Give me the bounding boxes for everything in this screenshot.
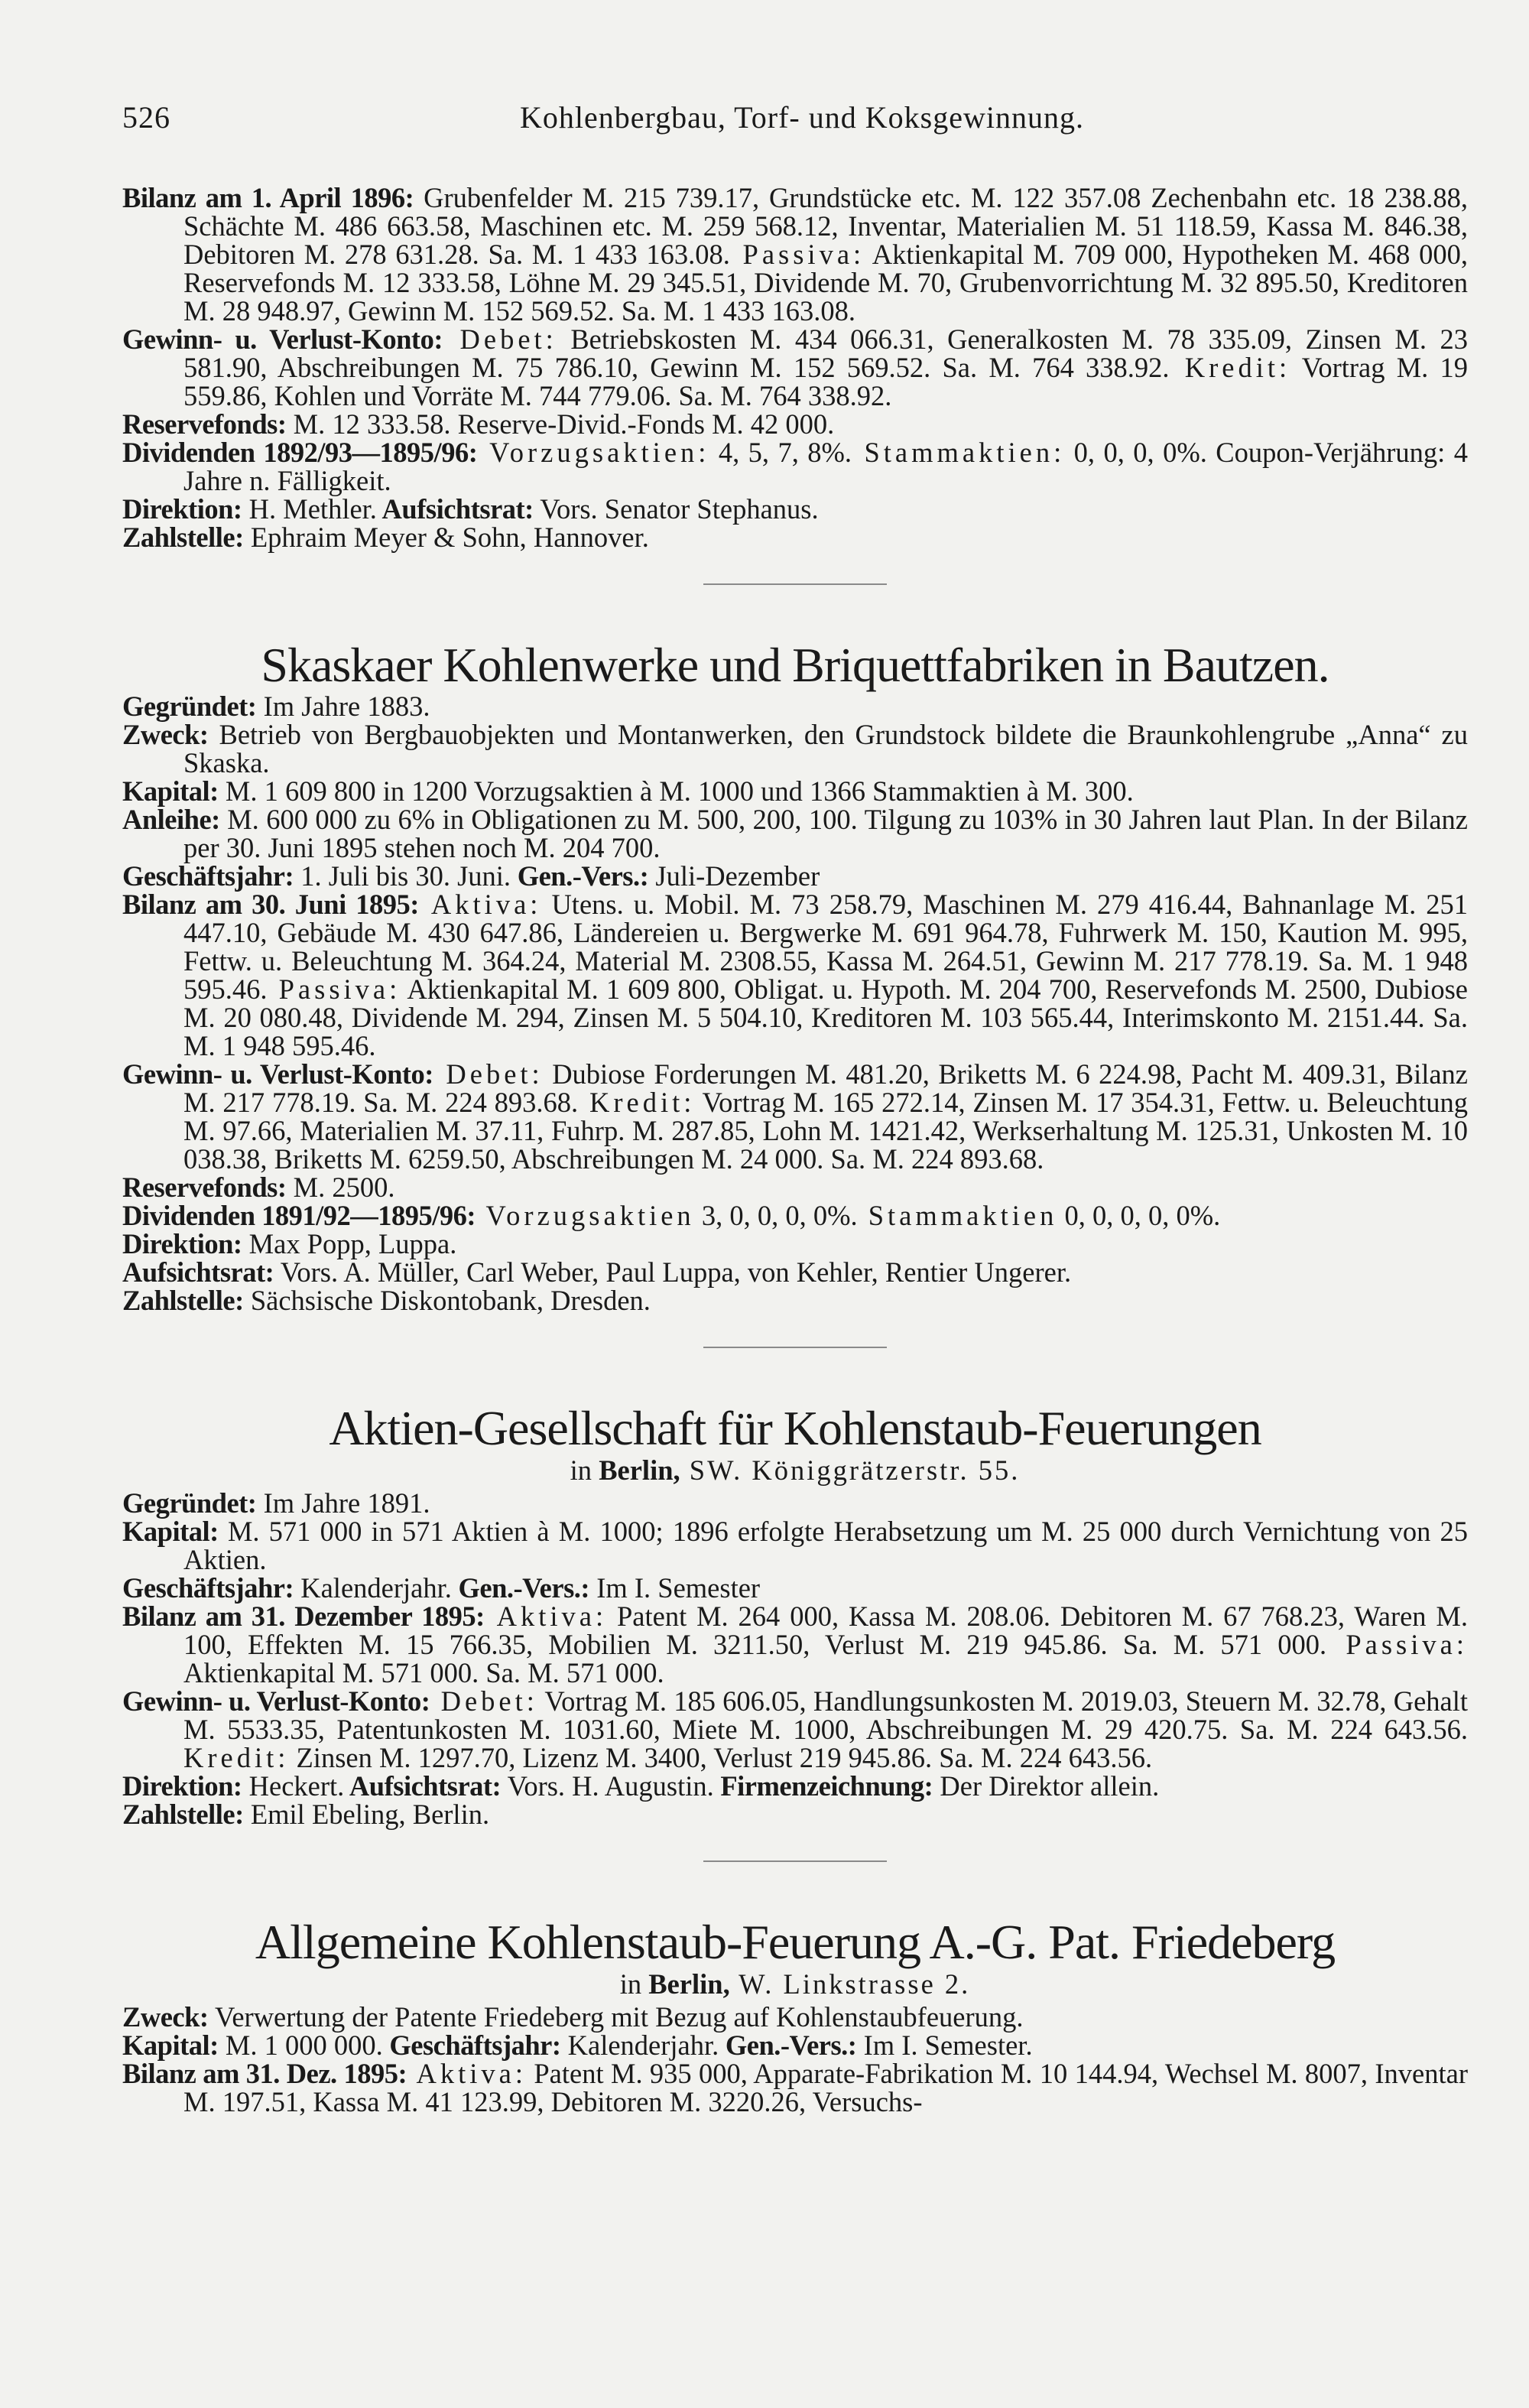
- field-text: Im I. Semester.: [856, 2029, 1033, 2061]
- field-label: Zweck:: [122, 719, 209, 750]
- field-label: Gen.-Vers.:: [451, 1572, 590, 1604]
- field-text: M. 571 000 in 571 Aktien à M. 1000; 1896 erfolgte Herabsetzung um M. 25 000 durch Vernichtung von 25 Aktien.: [183, 1516, 1468, 1575]
- field-paragraph: [122, 1060, 1468, 1173]
- field-sublabel: Passiva:: [1326, 1629, 1468, 1660]
- field-label: Zahlstelle:: [122, 1799, 244, 1830]
- field-text: Vors. A. Müller, Carl Weber, Paul Luppa, von Kehler, Rentier Ungerer.: [274, 1256, 1072, 1288]
- field-text: Dubiose Forderungen M. 481.20, Briketts M. 6 224.98, Pacht M. 409.31, Bilanz M. 217 778.19. Sa. M. 224 893.68.: [183, 1058, 1469, 1118]
- field-sublabel: Debet:: [443, 323, 557, 355]
- field-label: Zahlstelle:: [122, 522, 244, 553]
- field-sublabel: Stammaktien:: [852, 437, 1066, 468]
- field-text: Aktienkapital M. 1 609 800, Obligat. u. Hypoth. M. 204 700, Reservefonds M. 2500, Dubiose M. 20 080.48, Dividende M. 294, Zinsen M. 5 504.10, Kreditoren M. 103 565.44, Interimskonto M. 2151.44. Sa. M. 1 948 595.46.: [183, 973, 1468, 1061]
- field-text: 0, 0, 0, 0, 0%.: [1057, 1200, 1221, 1231]
- field-label: Gewinn- u. Verlust-Konto:: [122, 1058, 433, 1090]
- field-label: Zahlstelle:: [122, 1285, 244, 1316]
- field-text: M. 12 333.58. Reserve-Divid.-Fonds M. 42 000.: [286, 408, 835, 440]
- field-label: Firmenzeichnung:: [713, 1770, 933, 1802]
- field-text: M. 2500.: [286, 1172, 395, 1203]
- field-text: Kalenderjahr.: [560, 2029, 719, 2061]
- field-text: Im Jahre 1883.: [256, 691, 430, 722]
- field-paragraph: [122, 777, 1468, 805]
- field-paragraph: [122, 890, 1468, 1060]
- entry-allgemeine-kohlenstaub: [122, 1860, 1468, 2116]
- field-paragraph: [122, 1772, 1468, 1800]
- field-sublabel: Aktiva:: [418, 889, 542, 920]
- location-address: W. Linkstrasse 2.: [729, 1968, 971, 2000]
- field-paragraph: [122, 184, 1468, 325]
- field-text: Juli-Dezember: [648, 860, 820, 892]
- field-paragraph: [122, 805, 1468, 862]
- field-label: Aufsichtsrat:: [376, 493, 534, 525]
- field-paragraph: [122, 2059, 1468, 2116]
- field-label: Gegründet:: [122, 691, 257, 722]
- field-label: Bilanz am 1. April 1896:: [122, 182, 414, 213]
- field-sublabel: Stammaktien: [857, 1200, 1058, 1231]
- field-sublabel: Vorzugsaktien:: [477, 437, 710, 468]
- section-divider: [703, 1347, 887, 1348]
- field-paragraph: [122, 1687, 1468, 1772]
- location-city: Berlin,: [599, 1454, 680, 1486]
- field-label: Gen.-Vers.:: [719, 2029, 857, 2061]
- location-prefix: in: [570, 1454, 599, 1486]
- field-text: Vors. H. Augustin.: [501, 1770, 714, 1802]
- field-paragraph: [122, 410, 1468, 438]
- field-paragraph: [122, 692, 1468, 720]
- company-title: Skaskaer Kohlenwerke und Briquettfabriken in Bautzen.: [261, 638, 1329, 692]
- field-text: Aktienkapital M. 571 000. Sa. M. 571 000.: [183, 1657, 664, 1688]
- document-page: [122, 99, 1468, 2116]
- page-number: 526: [122, 100, 170, 135]
- field-text: Patent M. 935 000, Apparate-Fabrikation M. 10 144.94, Wechsel M. 8007, Inventar M. 197.51, Kassa M. 41 123.99, Debitoren M. 3220.26, Versuchs-: [183, 2058, 1468, 2117]
- field-text: Im I. Semester: [589, 1572, 761, 1604]
- entry-skaskaer: [122, 583, 1468, 1314]
- field-text: 1. Juli bis 30. Juni.: [294, 860, 511, 892]
- field-label: Gewinn- u. Verlust-Konto:: [122, 1685, 430, 1717]
- field-text: 3, 0, 0, 0, 0%.: [694, 1200, 858, 1231]
- field-paragraph: [122, 720, 1468, 777]
- field-label: Bilanz am 31. Dezember 1895:: [122, 1600, 485, 1632]
- section-divider: [703, 1860, 887, 1862]
- field-paragraph: [122, 438, 1468, 495]
- field-label: Gegründet:: [122, 1487, 257, 1519]
- field-paragraph: [122, 523, 1468, 551]
- company-location: [122, 1455, 1468, 1486]
- field-label: Bilanz am 30. Juni 1895:: [122, 889, 419, 920]
- field-text: Vortrag M. 165 272.14, Zinsen M. 17 354.31, Fettw. u. Beleuchtung M. 97.66, Materialien M. 37.11, Fuhrp. M. 287.85, Lohn M. 1421.42, Werkserhaltung M. 125.31, Unkosten M. 10 038.38, Briketts M. 6259.50, Abschreibungen M. 24 000. Sa. M. 224 893.68.: [183, 1087, 1468, 1175]
- field-paragraph: [122, 1517, 1468, 1574]
- field-text: Vors. Senator Stephanus.: [533, 493, 819, 525]
- field-text: Der Direktor allein.: [933, 1770, 1160, 1802]
- field-label: Zweck:: [122, 2001, 209, 2033]
- field-label: Kapital:: [122, 1516, 219, 1547]
- field-text: Patent M. 264 000, Kassa M. 208.06. Debitoren M. 67 768.23, Waren M. 100, Effekten M. 15 766.35, Mobilien M. 3211.50, Verlust M. 219 945.86. Sa. M. 571 000.: [183, 1600, 1469, 1660]
- field-label: Kapital:: [122, 775, 219, 807]
- field-paragraph: [122, 1258, 1468, 1286]
- field-label: Aufsichtsrat:: [122, 1256, 274, 1288]
- field-text: Sächsische Diskontobank, Dresden.: [243, 1285, 651, 1316]
- field-paragraph: [122, 2003, 1468, 2031]
- field-paragraph: [122, 862, 1468, 890]
- field-text: M. 1 609 800 in 1200 Vorzugsaktien à M. 1000 und 1366 Stammaktien à M. 300.: [218, 775, 1134, 807]
- field-text: M. 600 000 zu 6% in Obligationen zu M. 500, 200, 100. Tilgung zu 103% in 30 Jahren laut Plan. In der Bilanz per 30. Juni 1895 stehen noch M. 204 700.: [183, 804, 1468, 863]
- field-text: H. Methler.: [242, 493, 377, 525]
- field-text: 0, 0, 0, 0%. Coupon-Verjährung: 4 Jahre n. Fälligkeit.: [183, 437, 1469, 496]
- field-paragraph: [122, 1800, 1468, 1828]
- field-sublabel: Aktiva:: [484, 1600, 608, 1632]
- field-paragraph: [122, 1489, 1468, 1517]
- field-label: Dividenden 1892/93—1895/96:: [122, 437, 478, 468]
- entries: [122, 184, 1468, 2116]
- field-text: Max Popp, Luppa.: [242, 1228, 457, 1259]
- field-text: Vortrag M. 185 606.05, Handlungsunkosten M. 2019.03, Steuern M. 32.78, Gehalt M. 5533.35, Patentunkosten M. 1031.60, Miete M. 1000, Abschreibungen M. 29 420.75. Sa. M. 224 643.56.: [183, 1685, 1468, 1745]
- field-paragraph: [122, 1201, 1468, 1230]
- entry-continued: [122, 184, 1468, 551]
- field-label: Geschäftsjahr:: [122, 1572, 294, 1604]
- field-label: Anleihe:: [122, 804, 220, 835]
- field-text: Kalenderjahr.: [294, 1572, 452, 1604]
- entry-kohlenstaub-feuerungen: [122, 1347, 1468, 1828]
- field-label: Reservefonds:: [122, 1172, 287, 1203]
- field-sublabel: Passiva:: [267, 973, 401, 1005]
- field-text: Betriebskosten M. 434 066.31, Generalkosten M. 78 335.09, Zinsen M. 23 581.90, Abschreibungen M. 75 786.10, Gewinn M. 152 569.52. Sa. M. 764 338.92.: [183, 323, 1468, 383]
- field-text: M. 1 000 000.: [218, 2029, 383, 2061]
- field-label: Gewinn- u. Verlust-Konto:: [122, 323, 443, 355]
- field-label: Dividenden 1891/92—1895/96:: [122, 1200, 476, 1231]
- field-sublabel: Vorzugsaktien: [476, 1200, 695, 1231]
- field-text: Vortrag M. 19 559.86, Kohlen und Vorräte M. 744 779.06. Sa. M. 764 338.92.: [183, 352, 1468, 411]
- field-paragraph: [122, 2031, 1468, 2059]
- field-label: Aufsichtsrat:: [344, 1770, 502, 1802]
- field-label: Direktion:: [122, 493, 242, 525]
- field-text: Emil Ebeling, Berlin.: [243, 1799, 490, 1830]
- field-label: Gen.-Vers.:: [511, 860, 649, 892]
- field-label: Geschäftsjahr:: [122, 860, 294, 892]
- field-text: Im Jahre 1891.: [256, 1487, 430, 1519]
- section-divider: [703, 583, 887, 585]
- field-sublabel: Aktiva:: [407, 2058, 528, 2089]
- field-sublabel: Debet:: [430, 1685, 538, 1717]
- field-paragraph: [122, 1602, 1468, 1687]
- field-label: Geschäftsjahr:: [382, 2029, 561, 2061]
- field-label: Reservefonds:: [122, 408, 287, 440]
- field-sublabel: Kredit:: [1169, 352, 1291, 383]
- location-city: Berlin,: [648, 1968, 730, 2000]
- field-label: Direktion:: [122, 1228, 242, 1259]
- running-header: [122, 99, 1468, 145]
- field-sublabel: Passiva:: [729, 239, 865, 270]
- field-text: Zinsen M. 1297.70, Lizenz M. 3400, Verlust 219 945.86. Sa. M. 224 643.56.: [289, 1742, 1153, 1773]
- field-sublabel: Debet:: [433, 1058, 544, 1090]
- field-paragraph: [122, 1230, 1468, 1258]
- company-location: [122, 1969, 1468, 2000]
- field-paragraph: [122, 1173, 1468, 1201]
- company-title: Allgemeine Kohlenstaub-Feuerung A.-G. Pat. Friedeberg: [255, 1915, 1336, 1969]
- field-text: Grubenfelder M. 215 739.17, Grundstücke etc. M. 122 357.08 Zechenbahn etc. 18 238.88, Schächte M. 486 663.58, Maschinen etc. M. 259 568.12, Inventar, Materialien M. 51 118.59, Kassa M. 846.38, Debitoren M. 278 631.28. Sa. M. 1 433 163.08.: [183, 182, 1468, 270]
- field-label: Direktion:: [122, 1770, 242, 1802]
- field-text: Heckert.: [242, 1770, 345, 1802]
- field-text: Betrieb von Bergbauobjekten und Montanwerken, den Grundstock bildete die Braunkohlengrube „Anna“ zu Skaska.: [183, 719, 1468, 778]
- location-address: SW. Königgrätzerstr. 55.: [680, 1454, 1021, 1486]
- field-paragraph: [122, 325, 1468, 410]
- field-paragraph: [122, 495, 1468, 523]
- field-paragraph: [122, 1286, 1468, 1314]
- field-sublabel: Kredit:: [183, 1742, 290, 1773]
- running-title: Kohlenbergbau, Torf- und Koksgewinnung.: [520, 100, 1084, 135]
- field-sublabel: Kredit:: [578, 1087, 696, 1118]
- field-text: 4, 5, 7, 8%.: [709, 437, 852, 468]
- field-text: Utens. u. Mobil. M. 73 258.79, Maschinen M. 279 416.44, Bahnanlage M. 251 447.10, Gebäude M. 430 647.86, Ländereien u. Bergwerke M. 691 964.78, Fuhrwerk M. 150, Kaution M. 995, Fettw. u. Beleuchtung M. 364.24, Material M. 2308.55, Kassa M. 264.51, Gewinn M. 217 778.19. Sa. M. 1 948 595.46.: [183, 889, 1468, 1005]
- field-label: Bilanz am 31. Dez. 1895:: [122, 2058, 407, 2089]
- field-text: Verwertung der Patente Friedeberg mit Bezug auf Kohlenstaubfeuerung.: [208, 2001, 1024, 2033]
- field-text: Ephraim Meyer & Sohn, Hannover.: [243, 522, 649, 553]
- company-title: Aktien-Gesellschaft für Kohlenstaub-Feuerungen: [329, 1401, 1261, 1455]
- field-text: Aktienkapital M. 709 000, Hypotheken M. 468 000, Reservefonds M. 12 333.58, Löhne M. 29 345.51, Dividende M. 70, Grubenvorrichtung M. 32 895.50, Kreditoren M. 28 948.97, Gewinn M. 152 569.52. Sa. M. 1 433 163.08.: [183, 239, 1468, 327]
- field-paragraph: [122, 1574, 1468, 1602]
- field-label: Kapital:: [122, 2029, 219, 2061]
- location-prefix: in: [619, 1968, 649, 2000]
